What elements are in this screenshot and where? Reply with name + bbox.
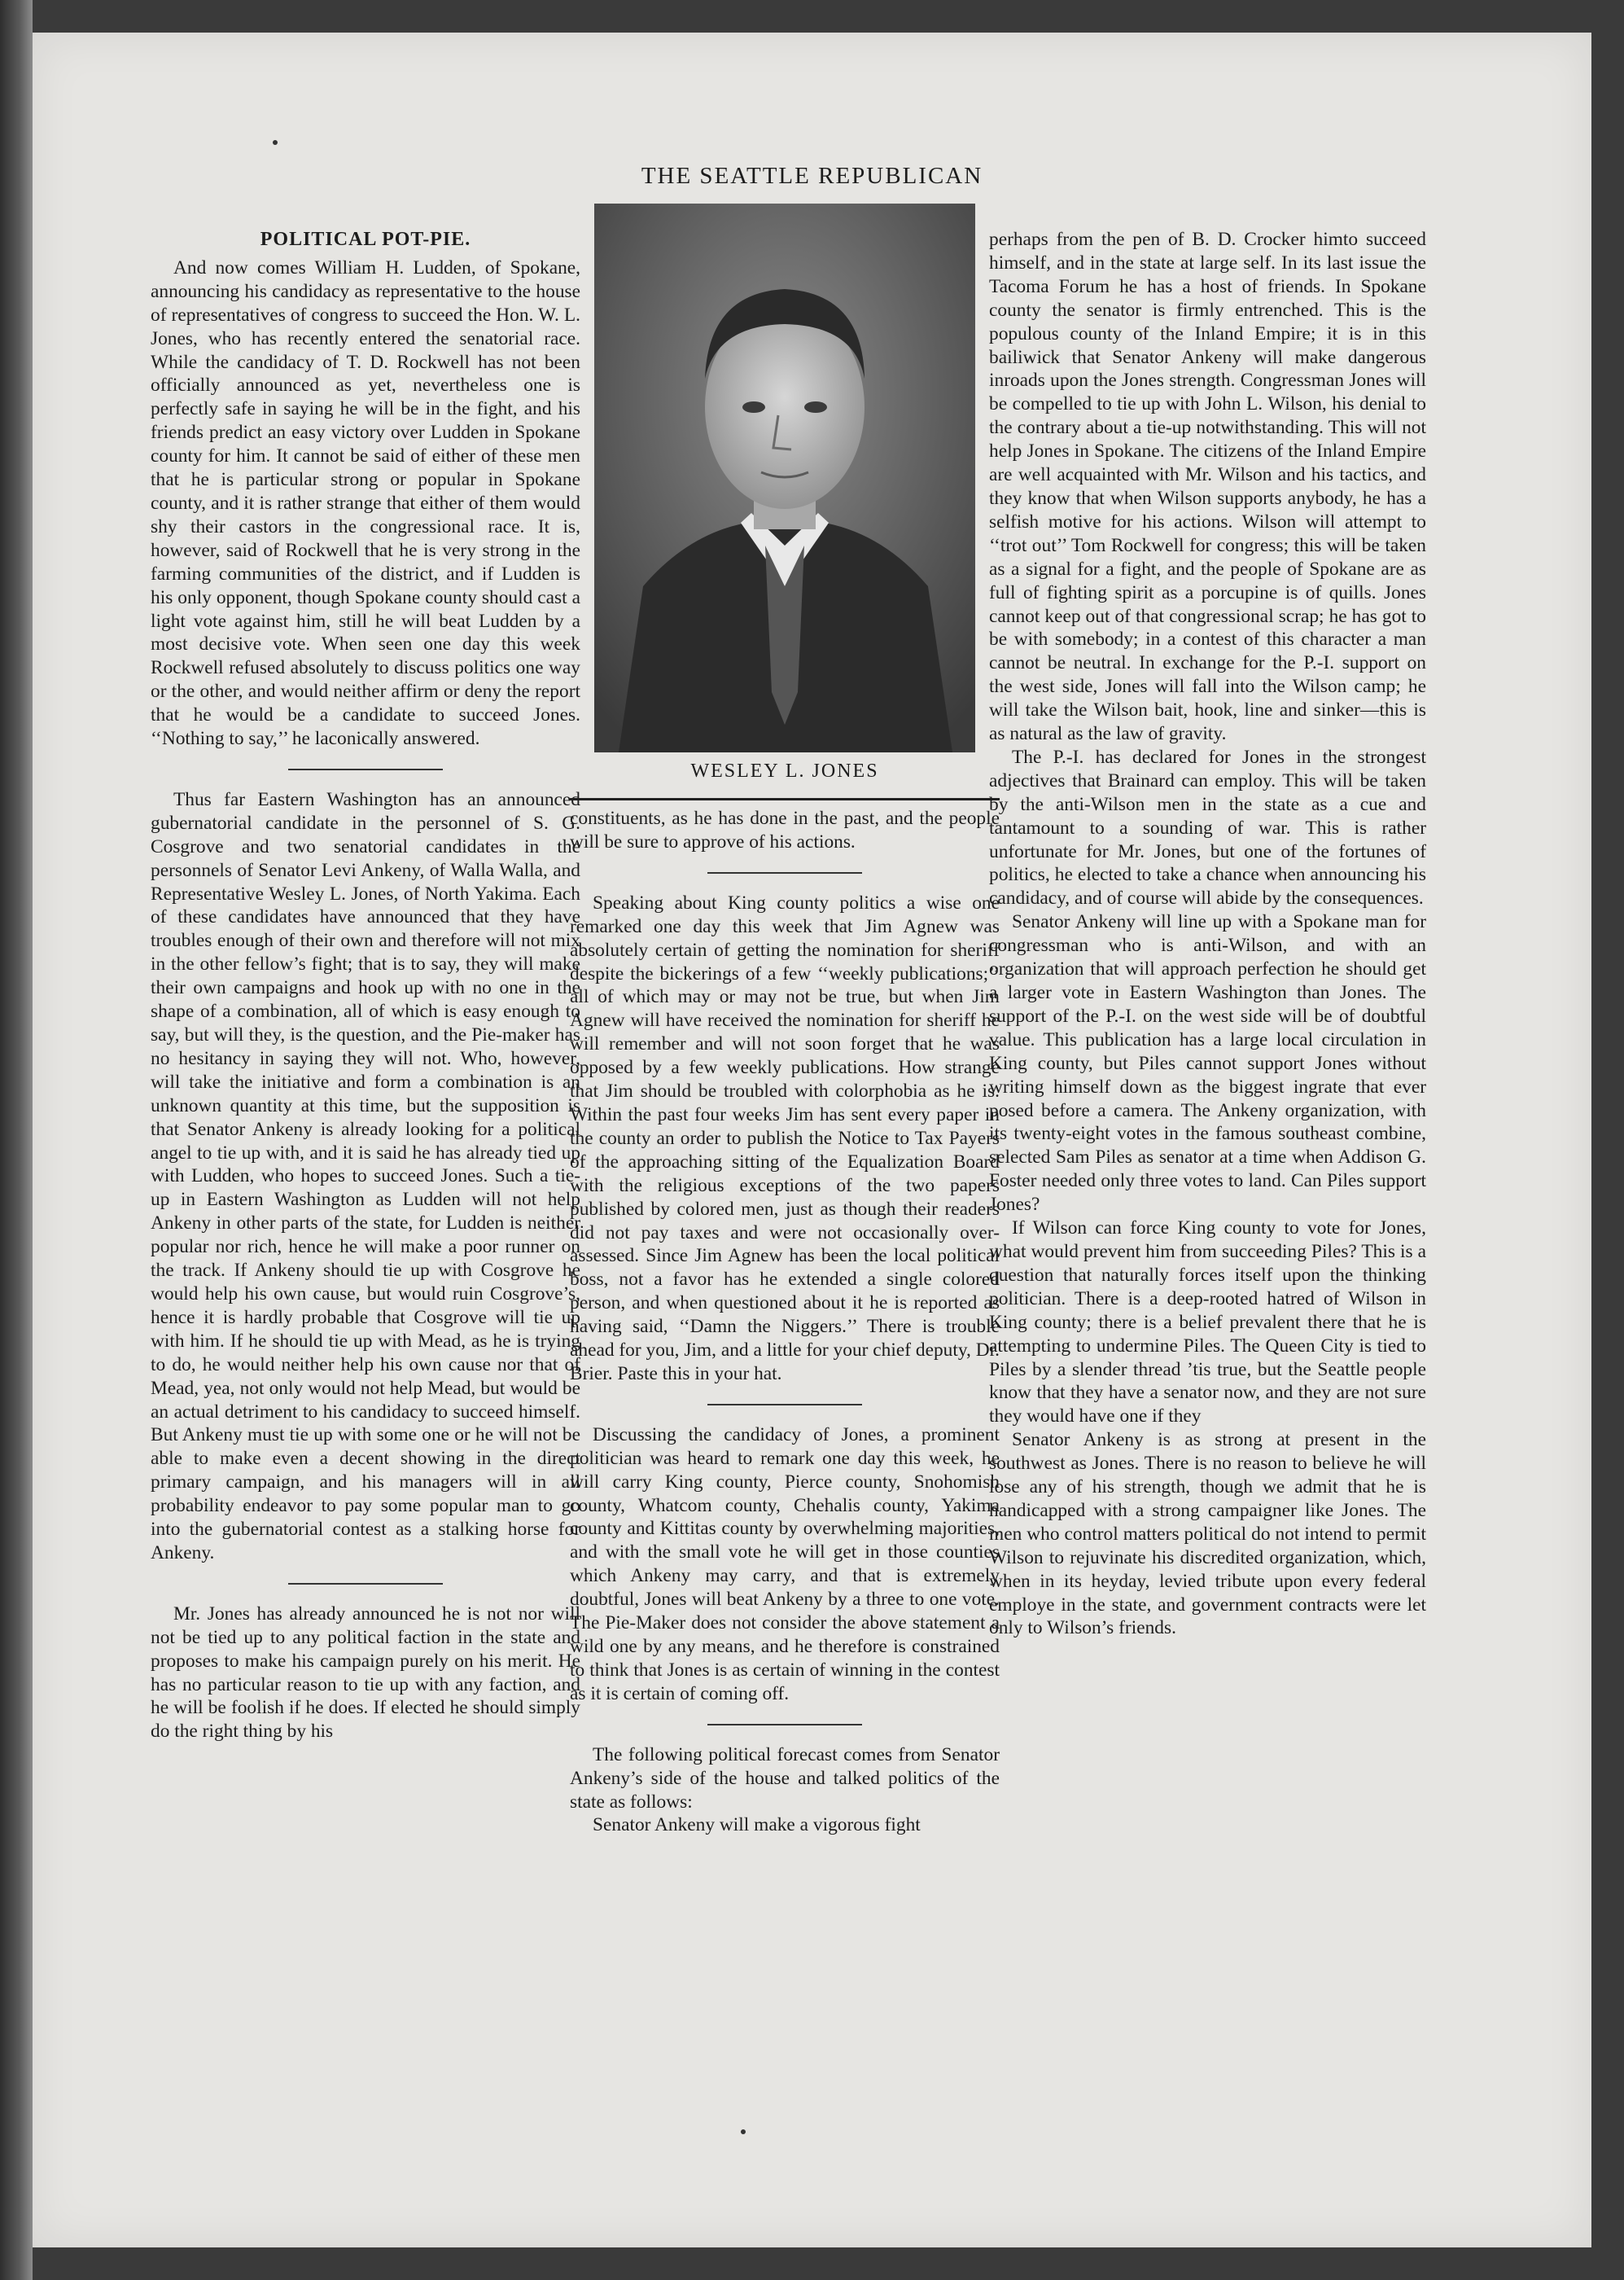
column-2 (570, 798, 1000, 1837)
masthead: THE SEATTLE REPUBLICAN (641, 163, 983, 189)
paragraph: Thus far Eastern Washington has an announced gubernatorial candidate in the personnel of S. G. Cosgrove and two senatorial candidates in the personnels of Senator Levi Ankeny, of Walla Walla, and Representative Wesley L. Jones, of North Yakima. Each of these candidates have announced that they have troubles enough of their own and therefore will not mix in the other fellow’s fight; that is to say, they will make their own campaigns and hook up with no one in the shape of a combination, all of which is easy enough to say, but will they, is the question, and the Pie-maker has no hesitancy in saying they will not. Who, however, will take the initiative and form a combination is an unknown quantity at this time, but the supposition is that Senator Ankeny is already looking for a political angel to tie up with, and it is said he has already tied up with Ludden, who hopes to succeed Jones. Such a tie-up in Eastern Washington as Ludden will not help Ankeny in other parts of the state, for Ludden is neither popular nor rich, hence he will make a poor runner on the track. If Ankeny should tie up with Cosgrove he would help his own cause, but would ruin Cosgrove’s, hence it is hardly probable that Cosgrove will tie up with him. If he should tie up with Mead, as he is trying to do, he would neither help his own cause nor that of Mead, yea, not only would not help Mead, but would be an actual detriment to his candidacy to succeed himself. But Ankeny must tie up with some one or he will not be able to make even a decent showing in the direct primary campaign, and his managers will in all probability endeavor to pay some popular man to go into the gubernatorial contest as a stalking horse for Ankeny. (151, 788, 580, 1563)
paragraph: Senator Ankeny will make a vigorous fight (593, 1814, 921, 1836)
paragraph: The P.-I. has declared for Jones in the strongest adjectives that Brainard can employ. This will be taken by the anti-Wilson men in the state as a cue and tantamount to a sounding of war. This is rather unfortunate for Mr. Jones, but one of the fortunes of politics, he elected to take a chance when announcing his candidacy, and of course will abide by the consequences. (989, 746, 1426, 910)
newspaper-page (33, 33, 1591, 2247)
paragraph: Mr. Jones has already announced he is not nor will not be tied up to any political faction in the state and proposes to make his campaign purely on his merit. He has no particular reason to tie up with any faction, and he will be foolish if he does. If elected he should simply do the right thing by his (151, 1603, 580, 1743)
binding-edge (0, 0, 33, 2280)
print-speck (741, 2129, 746, 2134)
paragraph: The following political forecast comes from Senator Ankeny’s side of the house and talked politics of the state as follows: (570, 1743, 1000, 1813)
column-1 (151, 228, 580, 1743)
print-speck (273, 140, 278, 145)
paragraph: If Wilson can force King county to vote for Jones, what would prevent him from succeeding Piles? This is a question that naturally forces itself upon the thinking politician. There is a deep-rooted hatred of Wilson in King county; there is a belief prevalent there that he is attempting to undermine Piles. The Queen City is tied to Piles by a slender thread ’tis true, but the Seattle people know that they have a senator now, and they are not sure they would have one if they (989, 1217, 1426, 1427)
portrait-photo (594, 204, 975, 752)
paragraph: And now comes William H. Ludden, of Spokane, announcing his candidacy as representative to the house of representatives of congress to succeed the Hon. W. L. Jones, who has recently entered the senatorial race. While the candidacy of T. D. Rockwell has not been officially announced as yet, nevertheless one is perfectly safe in saying he will be in the fight, and his friends predict an easy victory over Ludden in Spokane county for him. It cannot be said of either of these men that he is particular strong or popular in Spokane county, and it is rather strange that either of them would shy their castors in the congressional race. It is, however, said of Rockwell that he is very strong in the farming communities of the district, and if Ludden is his only opponent, though Spokane county should cast a light vote against him, still he will beat Ludden by a most decisive vote. When seen one day this week Rockwell refused absolutely to discuss politics one way or the other, and would neither affirm or deny the report that he would be a candidate to succeed Jones. ‘‘Nothing to say,’’ he laconically answered. (151, 256, 580, 750)
section-divider (707, 1404, 862, 1405)
photo-rule (570, 798, 1000, 800)
portrait-figure (594, 204, 975, 783)
section-divider (288, 769, 443, 770)
paragraph: Discussing the candidacy of Jones, a prominent politician was heard to remark one day this week, he will carry King county, Pierce county, Snohomish county, Whatcom county, Chehalis county, Yakima county and Kittitas county by overwhelming majorities, and with the small vote he will get in those counties which Ankeny may carry, and that is extremely doubtful, Jones will beat Ankeny by a three to one vote. The Pie-Maker does not consider the above statement a wild one by any means, and he therefore is constrained to think that Jones is as certain of winning in the contest as it is certain of coming off. (570, 1423, 1000, 1704)
paragraph: perhaps from the pen of B. D. Crocker himto succeed himself, and in the state at large self. In its last issue the Tacoma Forum he has a host of friends. In Spokane county the senator is firmly entrenched. This is the populous county of the Inland Empire; it is in this bailiwick that Senator Ankeny will make dangerous inroads upon the Jones strength. Congressman Jones will be compelled to tie up with John L. Wilson, his denial to the contrary about a tie-up notwithstanding. This will not help Jones in Spokane. The citizens of the Inland Empire are well acquainted with Mr. Wilson and his tactics, and they know that when Wilson supports anybody, he has a selfish motive for his actions. Wilson will attempt to ‘‘trot out’’ Tom Rockwell for congress; this will be taken as a signal for a fight, and the people of Spokane are as full of fighting spirit as a porcupine is of quills. Jones cannot keep out of that congressional scrap; he has got to be with somebody; in a contest of this character a man cannot be neutral. In exchange for the P.-I. support on the west side, Jones will fall into the Wilson camp; he will take the Wilson bait, hook, line and sinker—this is as natural as the law of gravity. (989, 229, 1426, 745)
section-divider (707, 1724, 862, 1725)
photo-caption: WESLEY L. JONES (690, 761, 879, 782)
section-divider (288, 1583, 443, 1585)
column-3 (989, 228, 1426, 1640)
article-heading: POLITICAL POT-PIE. (260, 229, 471, 250)
paragraph: Speaking about King county politics a wise one remarked one day this week that Jim Agnew was absolutely certain of getting the nomination for sheriff despite the bickerings of a few ‘‘weekly publications;’’ all of which may or may not be true, but when Jim Agnew will have received the nomination for sheriff he will remember and will not soon forget that he was opposed by a few weekly publications. How strange that Jim should be troubled with colorphobia as he is. Within the past four weeks Jim has sent every paper in the county an order to publish the Notice to Tax Payers of the approaching sitting of the Equalization Board with the religious exceptions of the two papers published by colored men, just as though their readers did not pay taxes and were not occasionally over-assessed. Since Jim Agnew has been the local political boss, not a favor has he extended a single colored person, and when questioned about it he is reported as having said, ‘‘Damn the Niggers.’’ There is trouble ahead for you, Jim, and a little for your chief deputy, Dr. Brier. Paste this in your hat. (570, 892, 1000, 1384)
paragraph: constituents, as he has done in the past, and the people will be sure to approve of his actions. (570, 808, 1000, 853)
section-divider (707, 872, 862, 874)
paragraph: Senator Ankeny is as strong at present in the southwest as Jones. There is no reason to believe he will lose any of his strength, though we admit that he is handicapped with a strong campaigner like Jones. The men who control matters political do not intend to permit Wilson to rejuvinate his discredited organization, which, when in its heyday, levied tribute upon every federal employe in the state, and government contracts were let only to Wilson’s friends. (989, 1429, 1426, 1639)
paragraph: Senator Ankeny will line up with a Spokane man for congressman who is anti-Wilson, and with an organization that will approach perfection he should get a larger vote in Eastern Washington than Jones. The support of the P.-I. on the west side will be of doubtful value. This publication has a large local circulation in King county, but Piles cannot support Jones without writing himself down as the biggest ingrate that ever posed before a camera. The Ankeny organization, with its twenty-eight votes in the famous southeast combine, selected Sam Piles as senator at a time when Addison G. Foster needed only three votes to land. Can Piles support Jones? (989, 911, 1426, 1216)
